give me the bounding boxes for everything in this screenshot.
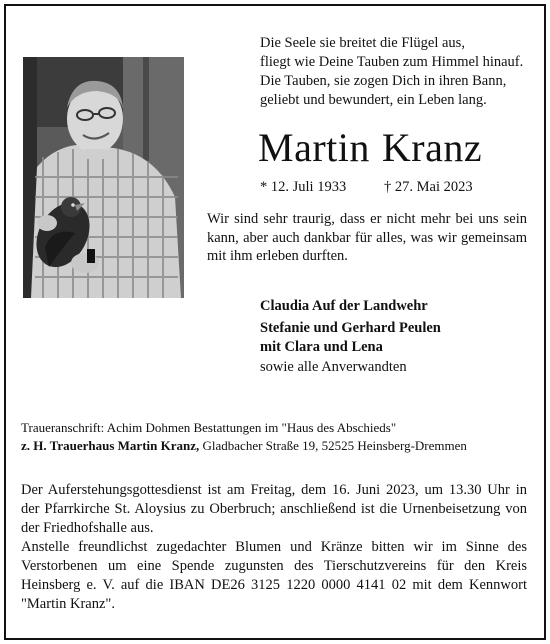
address-line-2: [21, 437, 541, 455]
service-line: der Friedhofshalle aus.: [21, 520, 154, 536]
deceased-name: [258, 126, 482, 170]
mourning-line: Wir sind sehr traurig, dass er nicht mehr bei uns sein: [207, 211, 527, 227]
mourning-address: [21, 419, 541, 455]
poem-line: Die Seele sie breitet die Flügel aus,: [260, 35, 465, 51]
poem-line: fliegt wie Deine Tauben zum Himmel hinauf.: [260, 54, 524, 70]
address-line-1: Traueranschrift: Achim Dohmen Bestattungen im "Haus des Abschieds": [21, 420, 397, 435]
family-member-1: Claudia Auf der Landwehr: [260, 298, 428, 314]
portrait-with-pigeon-image: [23, 57, 184, 298]
family-relatives: sowie alle Anverwandten: [260, 359, 407, 375]
mourning-line: mit ihm erleben durften.: [207, 248, 348, 264]
last-name: Kranz: [381, 125, 483, 170]
first-name: Martin: [258, 125, 370, 170]
birth-date: * 12. Juli 1933: [260, 179, 347, 195]
poem-line: Die Tauben, sie zogen Dich in ihren Bann,: [260, 73, 507, 89]
poem-line: geliebt und bewundert, ein Leben lang.: [260, 92, 487, 108]
address-street: Gladbacher Straße 19, 52525 Heinsberg-Dremmen: [199, 438, 467, 453]
family-member-3: mit Clara und Lena: [260, 339, 383, 355]
service-line: der Pfarrkirche St. Aloysius zu Oberbruch; anschließend ist die Urnenbeisetzung von: [21, 501, 527, 517]
poem: [260, 34, 540, 110]
donation-line: Verstorbenen um eine Spende zugunsten des Tierschutzvereins für den Kreis: [21, 558, 527, 574]
portrait-photo: [23, 57, 184, 298]
service-info: [21, 481, 527, 614]
donation-line: "Martin Kranz".: [21, 596, 115, 612]
mourning-text: [207, 210, 527, 266]
donation-line: Anstelle freundlichst zugedachter Blumen und Kränze bitten wir im Sinne des: [21, 539, 527, 555]
death-date: † 27. Mai 2023: [384, 179, 473, 195]
donation-line: Heinsberg e. V. auf die IBAN DE26 3125 1220 0000 4141 02 mit dem Kennwort: [21, 577, 527, 593]
service-line: Der Auferstehungsgottesdienst ist am Freitag, dem 16. Juni 2023, um 13.30 Uhr in: [21, 482, 527, 498]
mourning-line: kann, aber auch dankbar für alles, was wir gemeinsam: [207, 229, 527, 246]
family-member-2: Stefanie und Gerhard Peulen: [260, 320, 441, 336]
address-recipient: z. H. Trauerhaus Martin Kranz,: [21, 438, 200, 453]
